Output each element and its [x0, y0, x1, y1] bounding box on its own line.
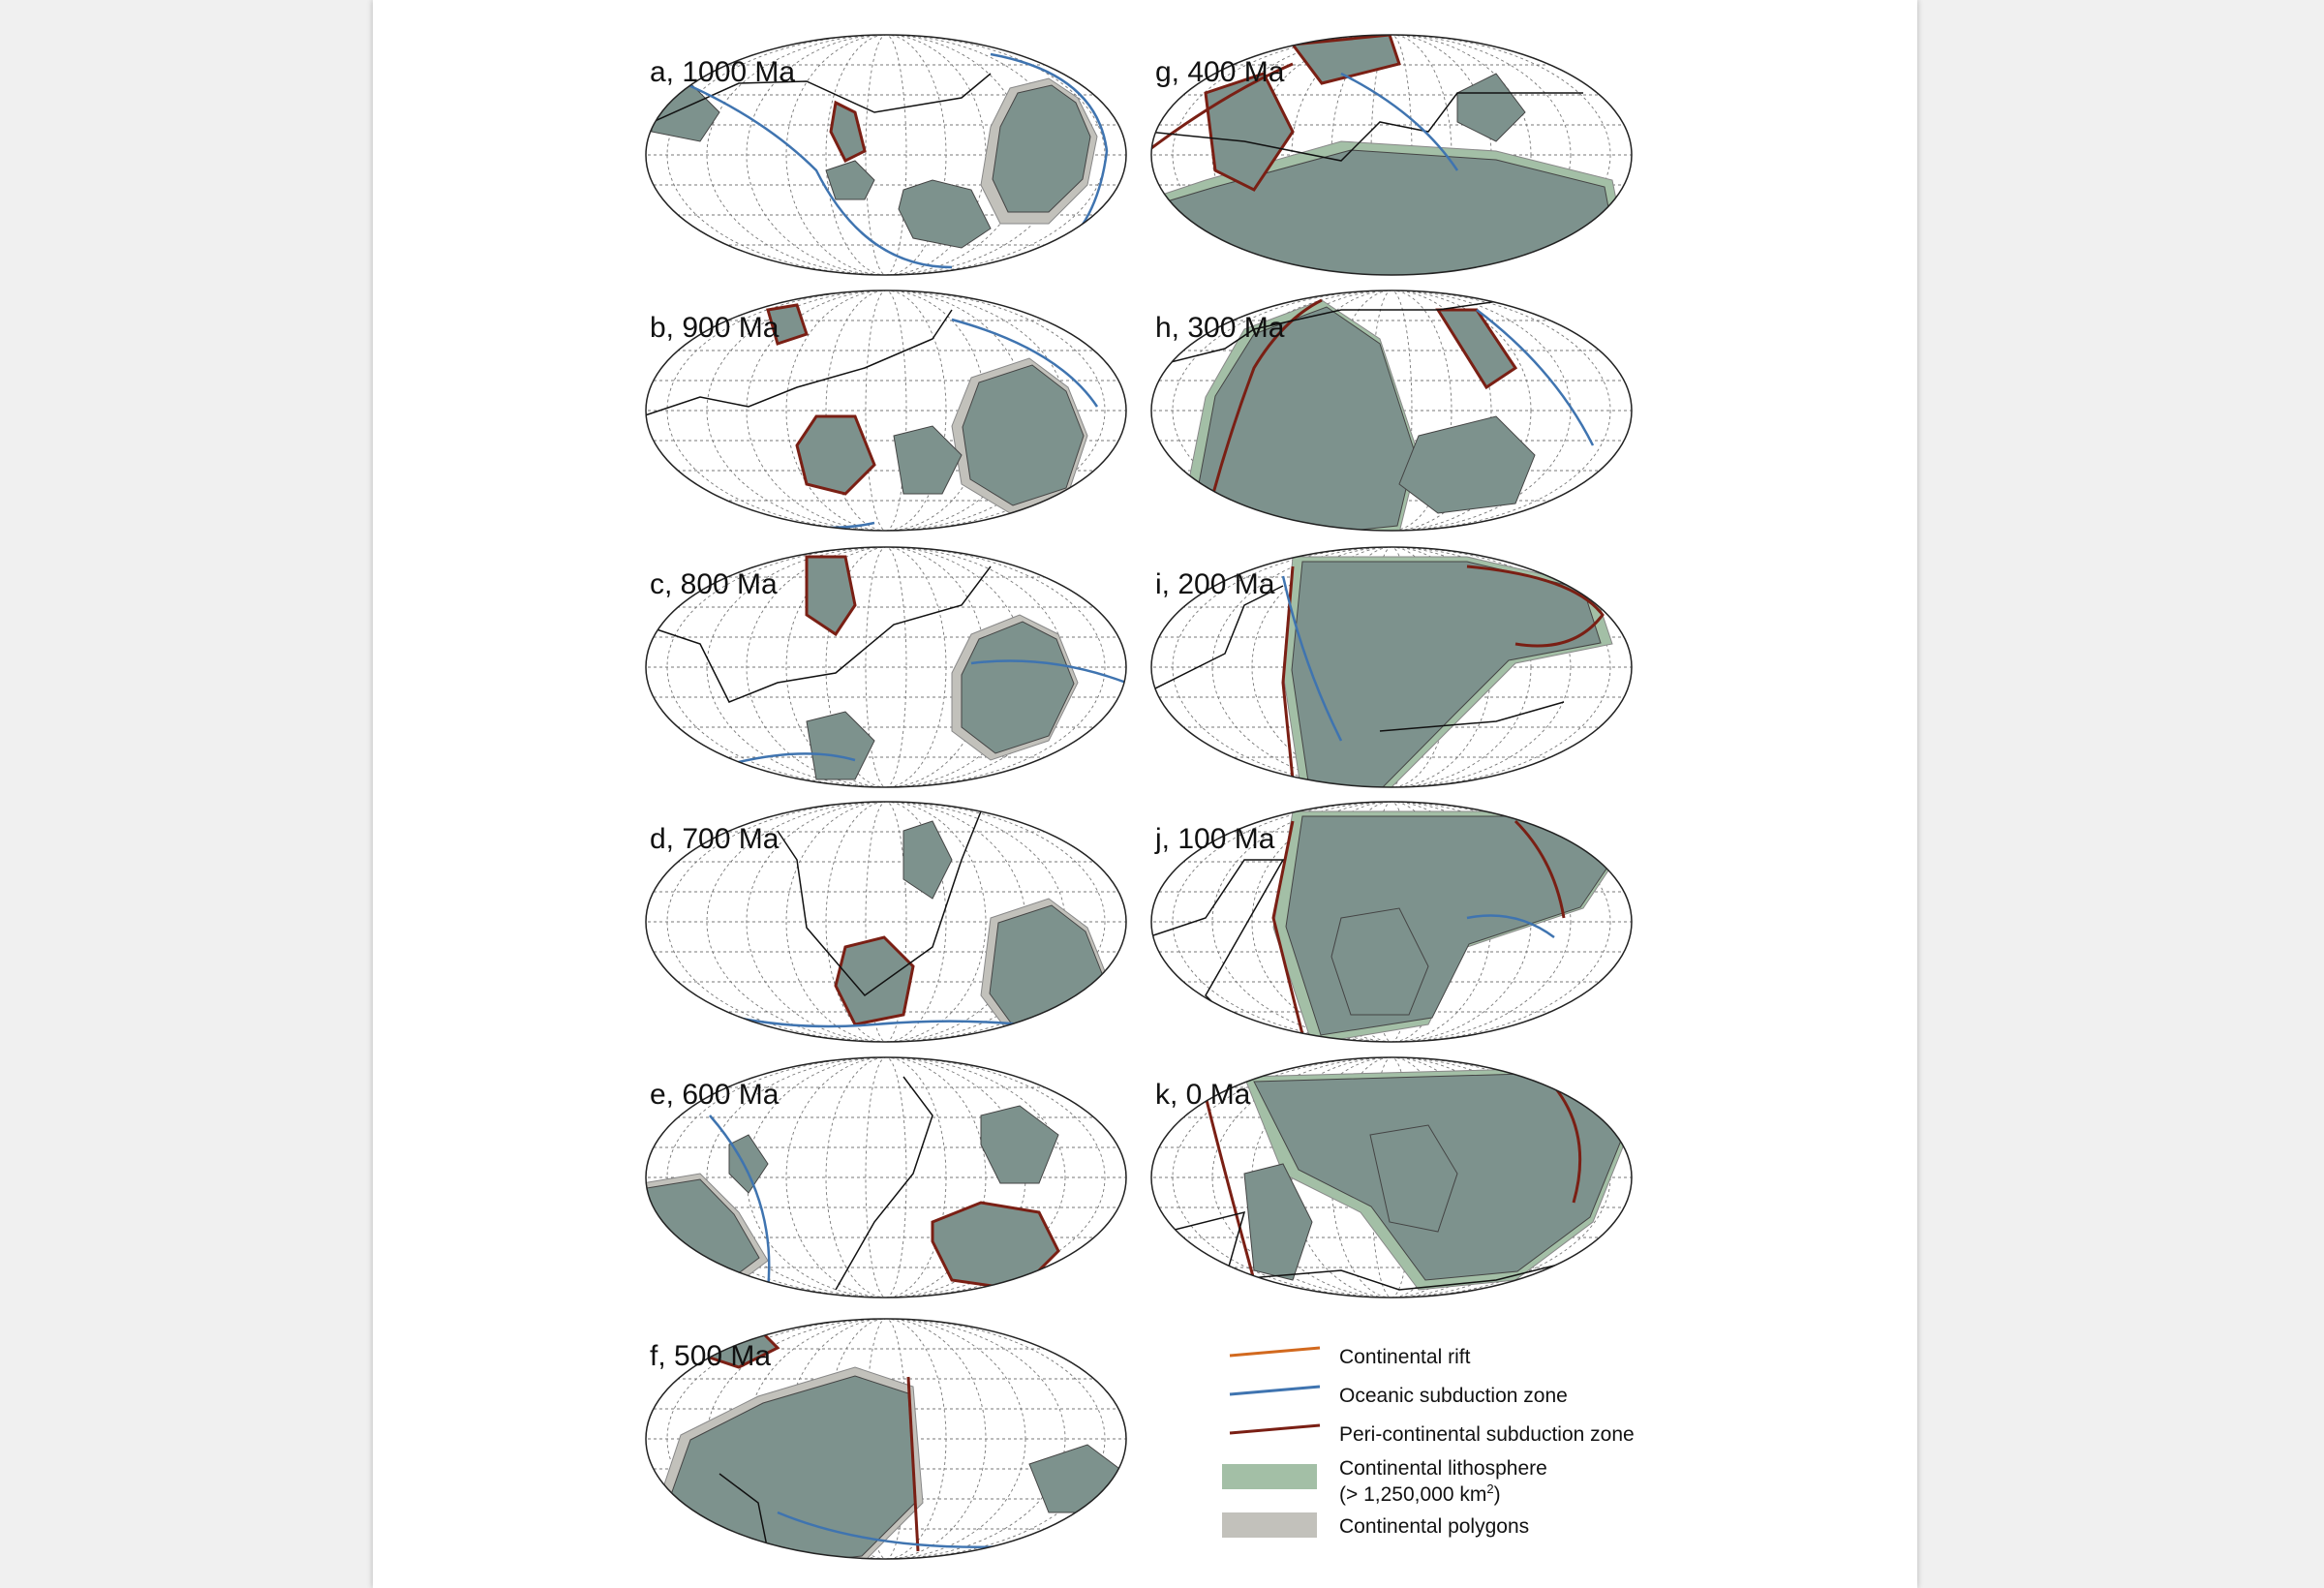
legend-label-lithosphere: Continental lithosphere	[1339, 1457, 1547, 1480]
legend-label-lithosphere-note: (> 1,250,000 $km^2$)	[1339, 1481, 1501, 1506]
panel-label-b: b, 900 Ma	[650, 312, 780, 344]
map-panel-j	[1147, 802, 1636, 1044]
panel-label-d: d, 700 Ma	[650, 823, 780, 855]
panel-label-a: a, 1000 Ma	[650, 56, 796, 88]
panel-label-c: c, 800 Ma	[650, 568, 778, 600]
map-panel-a	[642, 35, 1130, 275]
polygons-swatch	[1222, 1512, 1317, 1538]
panel-label-i: i, 200 Ma	[1155, 568, 1275, 600]
map-panel-c	[642, 547, 1130, 787]
map-panel-f	[642, 1319, 1130, 1580]
map-panel-h	[1147, 290, 1636, 552]
map-panel-i	[1147, 547, 1636, 799]
map-panel-e	[642, 1057, 1130, 1298]
legend-item-peri-continental-subduction	[1230, 1423, 1635, 1446]
panel-label-g: g, 400 Ma	[1155, 56, 1285, 88]
panel-label-h: h, 300 Ma	[1155, 312, 1285, 344]
peri-swatch	[1230, 1425, 1320, 1433]
lithosphere-swatch	[1222, 1464, 1317, 1489]
map-panel-k	[1147, 1057, 1636, 1298]
legend-label-oceanic: Oceanic subduction zone	[1339, 1385, 1568, 1407]
legend-label-peri: Peri-continental subduction zone	[1339, 1423, 1635, 1446]
panel-label-e: e, 600 Ma	[650, 1079, 780, 1111]
map-panel-b	[642, 290, 1130, 531]
panel-label-j: j, 100 Ma	[1155, 823, 1275, 855]
legend-item-continental-rift	[1230, 1346, 1471, 1368]
document-page	[373, 0, 1917, 1588]
legend-item-continental-lithosphere	[1222, 1457, 1547, 1506]
map-panel-g	[1147, 35, 1636, 279]
legend	[1222, 1346, 1635, 1538]
legend-label-rift: Continental rift	[1339, 1346, 1471, 1368]
map-panel-d	[642, 802, 1130, 1042]
legend-item-continental-polygons	[1222, 1512, 1529, 1538]
rift-swatch	[1230, 1348, 1320, 1356]
panel-label-f: f, 500 Ma	[650, 1340, 772, 1372]
legend-label-polygons: Continental polygons	[1339, 1515, 1530, 1538]
oceanic-swatch	[1230, 1387, 1320, 1394]
figure-plate-tectonic-maps	[373, 0, 1917, 1588]
legend-item-oceanic-subduction	[1230, 1385, 1568, 1407]
panel-label-k: k, 0 Ma	[1155, 1079, 1251, 1111]
